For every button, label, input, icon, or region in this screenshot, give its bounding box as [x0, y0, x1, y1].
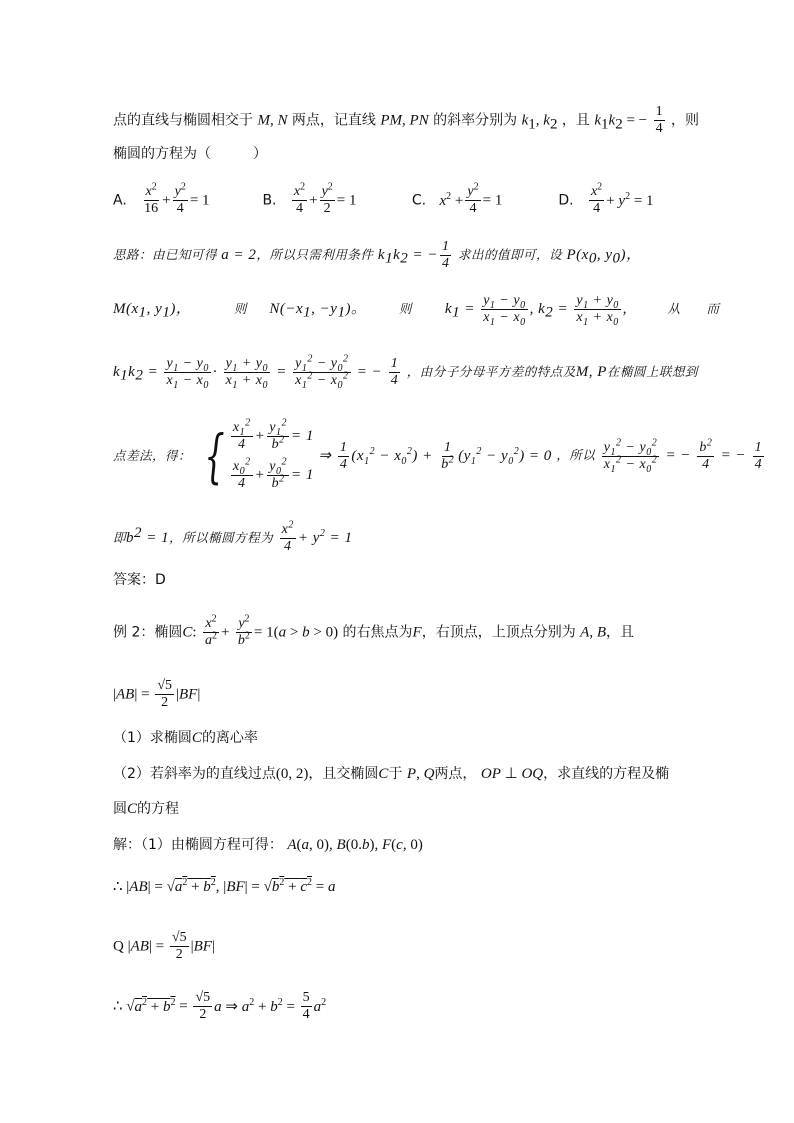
option-b: B. $\frac{x^2}{4}$ + $\frac{y^2}{2}$ = 1: [262, 181, 357, 216]
options-row: [113, 181, 654, 217]
option-d: D. $\frac{x^2}{4}$ + $y^2 = 1$: [558, 181, 654, 216]
text: 两点，记直线: [291, 112, 376, 129]
solution-line-1: 解：（1）由椭圆方程可得： A(a, 0), B(0.b), F(c, 0): [113, 837, 423, 853]
option-c: C. $x^2$ + $\frac{y^2}{4}$ = 1: [411, 181, 503, 216]
text: ，且: [561, 112, 590, 129]
example2-line-2: |AB| = $\frac{√5}{2}$ |BF|: [113, 678, 201, 710]
thought-line-2: $M(x_1$, $y_1$)， 则 $N(-x_1$, $-y_1$)。 则 $k_1$ = $\frac{y_1 - y_0}{x_1 - x_0}$ , $k_2$ = $\frac{y_1 + y_0}{x_1 + x_0}$ , 从 而: [113, 293, 720, 328]
question-line-2: 椭圆的方程为（ ）: [113, 146, 267, 162]
thought-line-5: 即$b^2 = 1$，所以椭圆方程为 $\frac{x^2}{4}$ + $y^2 = 1$: [113, 519, 353, 554]
solution-line-2: ∴ $|AB| = √a^2 + b^2$, $|BF| = √b^2 + c^2 = a$: [113, 877, 336, 895]
thought-line-1: 思路：由已知可得 a = 2，所以只需利用条件 $k_1k_2$ = − $\frac{1}{4}$ 求出的值即可，设 $P(x_0$, $y_0$)，: [113, 239, 642, 271]
question-line-1: 点的直线与椭圆相交于 M, N 两点，记直线 PM, PN 的斜率分别为 $k_1$, $k_2$ ，且 $k_1k_2$ = − $\frac{1}{4}$ ，则: [113, 104, 700, 136]
text: 的斜率分别为: [433, 112, 518, 129]
thought-line-3: $k_1k_2$ = $\frac{y_1 - y_0}{x_1 - x_0}$ · $\frac{y_1 + y_0}{x_1 + x_0}$ = $\frac{y_1^2 - y_0^2}{x_1^2 - x_0^2}$ = − $\frac{1}{4}$ ，由分子分母平方差的特点及M, P在椭圆上联想到: [113, 353, 698, 391]
fraction: $\frac{1}{4}$: [655, 104, 663, 136]
solution-line-3: Q |AB| = $\frac{√5}{2}$ |BF|: [113, 930, 215, 962]
solution-line-4: ∴ $√a^2 + b^2$ = $\frac{√5}{2}$ a ⇒ $a^2 + b^2$ = $\frac{5}{4}$ $a^2$: [113, 990, 327, 1022]
example2-part-1: （1）求椭圆C的离心率: [113, 730, 258, 746]
example2-line-1: 例 2：椭圆C: $\frac{x^2}{a^2}$ + $\frac{y^2}{b^2}$ = 1(a > b > 0) 的右焦点为F，右顶点，上顶点分别为 A, B，且: [113, 613, 634, 648]
example2-part-2-cont: 圆C的方程: [113, 801, 180, 817]
text: ，则: [671, 112, 700, 129]
answer: 答案：D: [113, 572, 166, 588]
thought-line-4: 点差法，得： { $\frac{x_1^2}{4}$ + $\frac{y_1^2}{b^2}$ = 1 $\frac{x_0^2}{4}$ + $\frac{y_0^2}{b^2}$ = 1 ⇒ $\frac{1}{4}$ $(x_1^2 - x_0^2)$ + $\frac{1}{b^2}$ $(y_1^2 - y_0^2) = 0$ ，所以 $\frac{y_1^2 - y_0^2}{x_1^2 - x_0^2}$ = − $\frac{b^2}{4}$ = − $\frac{1}{4}$: [113, 417, 763, 491]
text: 点的直线与椭圆相交于: [113, 112, 253, 129]
equation-system: { $\frac{x_1^2}{4}$ + $\frac{y_1^2}{b^2}$ = 1 $\frac{x_0^2}{4}$ + $\frac{y_0^2}{b^2}$ = 1: [203, 417, 314, 491]
option-a: A. $\frac{x^2}{16}$ + $\frac{y^2}{4}$ = 1: [113, 181, 210, 216]
example2-part-2: （2）若斜率为的直线过点(0, 2)，且交椭圆C于 P, Q两点， OP ⊥ OQ，求直线的方程及椭: [113, 766, 670, 782]
